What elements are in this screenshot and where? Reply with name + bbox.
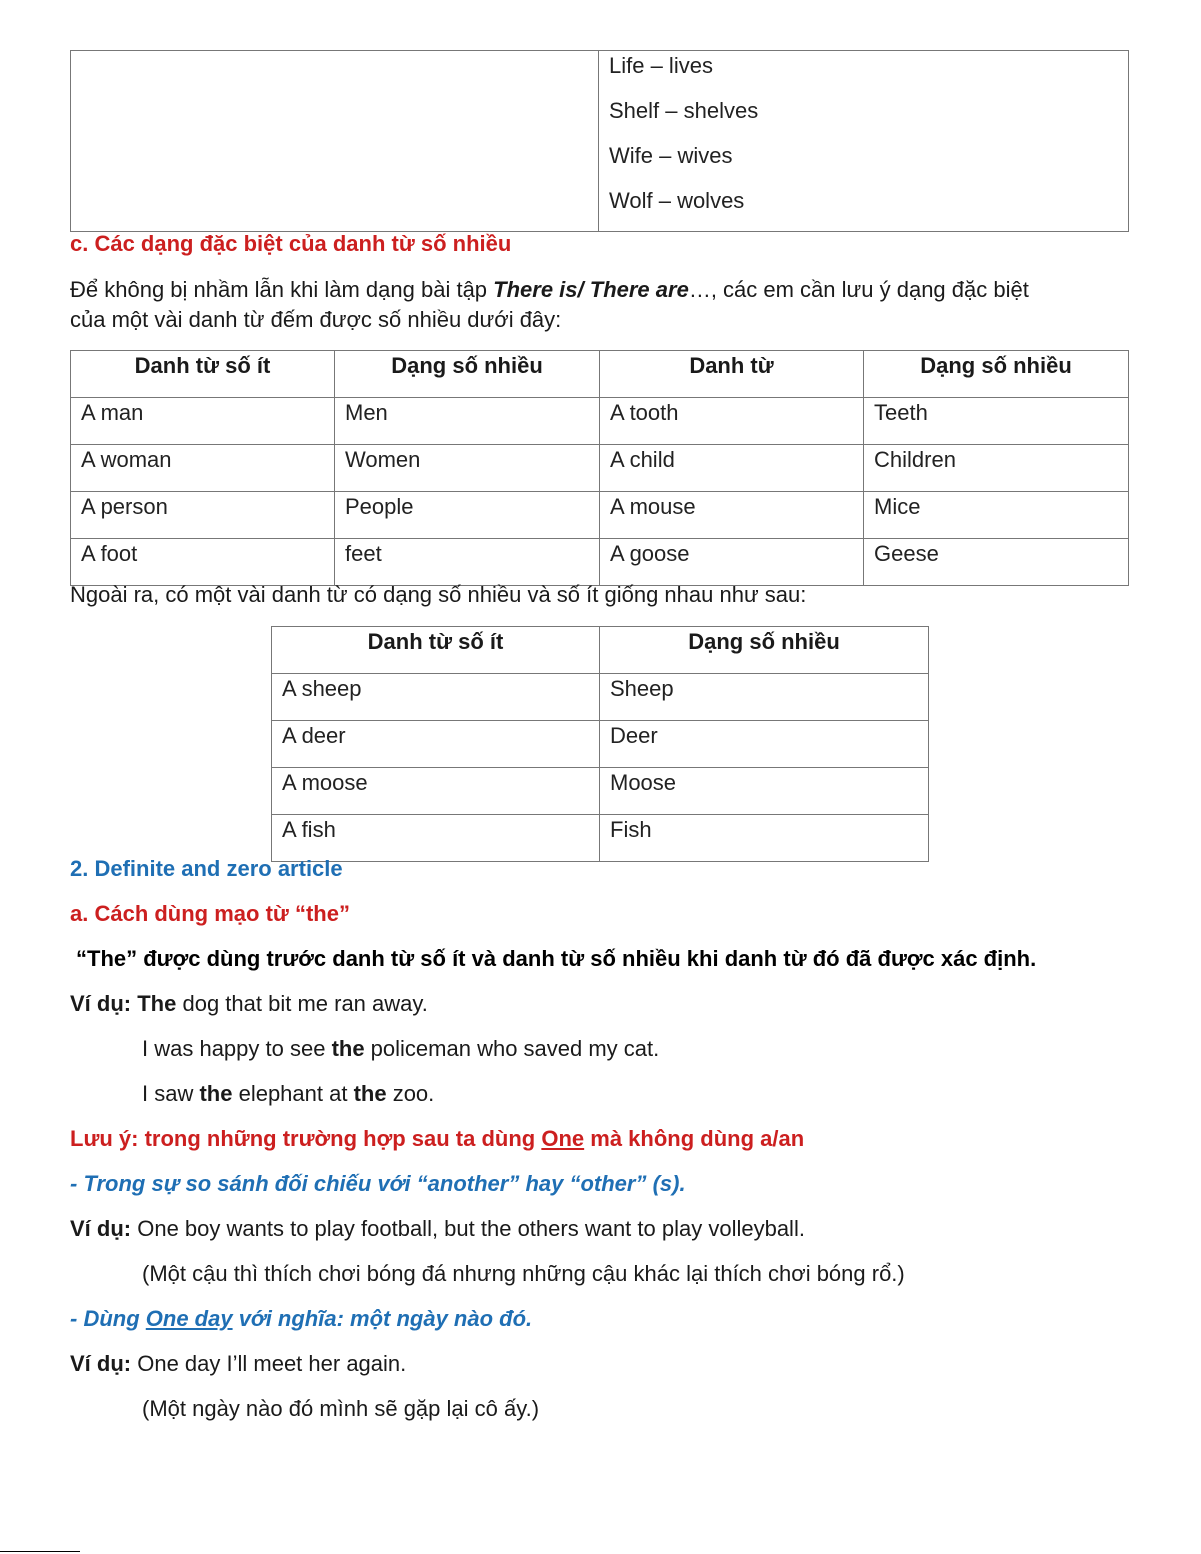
case-text: với nghĩa: một ngày nào đó. (232, 1306, 533, 1331)
example-text: elephant at (232, 1081, 354, 1106)
example-bold-word: the (331, 1036, 365, 1061)
column-header: Dạng số nhiều (864, 351, 1129, 398)
case-2-translation: (Một ngày nào đó mình sẽ gặp lại cô ấy.) (142, 1396, 540, 1421)
intro-text-after: …, các em cần lưu ý dạng đặc biệt (688, 277, 1029, 302)
section-c-heading: c. Các dạng đặc biệt của danh từ số nhiều (70, 231, 512, 256)
same-form-plural-table (271, 626, 929, 862)
example-text: One day I’ll meet her again. (131, 1351, 407, 1376)
table-row (272, 674, 929, 721)
example-bold-word: the (199, 1081, 233, 1106)
table-cell: Geese (864, 539, 1129, 586)
case-1-example (70, 1216, 805, 1242)
table-row (71, 445, 1129, 492)
section-2a-heading: a. Cách dùng mạo từ “the” (70, 901, 350, 926)
table-cell: A person (71, 492, 335, 539)
note-text: Lưu ý: trong những trường hợp sau ta dùng (70, 1126, 542, 1151)
table-row (272, 815, 929, 862)
note-heading (70, 1126, 804, 1152)
special-plural-table (70, 350, 1129, 586)
table-cell: A child (600, 445, 864, 492)
example-text: I saw (142, 1081, 200, 1106)
example-text: policeman who saved my cat. (364, 1036, 660, 1061)
column-header: Dạng số nhiều (600, 627, 929, 674)
table-cell: A moose (272, 768, 600, 815)
example-bold-word: the (353, 1081, 387, 1106)
example-2 (142, 1036, 659, 1062)
table-row (71, 539, 1129, 586)
table-cell: A tooth (600, 398, 864, 445)
same-form-note: Ngoài ra, có một vài danh từ có dạng số nhiều và số ít giống nhau như sau: (70, 582, 807, 607)
example-label: Ví dụ: (70, 1351, 132, 1376)
table-cell: A woman (71, 445, 335, 492)
example-text: I was happy to see (142, 1036, 332, 1061)
table-cell: Deer (600, 721, 929, 768)
plural-example: Wife – wives (609, 143, 733, 168)
section-2-heading: 2. Definite and zero article (70, 856, 343, 881)
intro-text-line2: của một vài danh từ đếm được số nhiều dưới đây: (70, 307, 562, 332)
note-text: mà không dùng a/an (584, 1126, 805, 1151)
table-cell: A foot (71, 539, 335, 586)
table-cell: Children (864, 445, 1129, 492)
footnote-divider (0, 1551, 80, 1552)
case-2-example (70, 1351, 406, 1377)
case-2-heading (70, 1306, 532, 1332)
empty-left-cell (71, 51, 599, 232)
table-row (71, 492, 1129, 539)
section-c-intro (70, 275, 1130, 335)
column-header: Danh từ số ít (71, 351, 335, 398)
table-cell: Fish (600, 815, 929, 862)
note-one-word: One (541, 1126, 585, 1151)
plural-example: Wolf – wolves (609, 188, 745, 213)
table-cell: Women (335, 445, 600, 492)
table-row (71, 398, 1129, 445)
table-cell: Mice (864, 492, 1129, 539)
example-text: dog that bit me ran away. (176, 991, 428, 1016)
table-cell: Men (335, 398, 600, 445)
table-cell: Moose (600, 768, 929, 815)
table-row (272, 721, 929, 768)
example-text: zoo. (386, 1081, 435, 1106)
table-cell: People (335, 492, 600, 539)
table-cell: A goose (600, 539, 864, 586)
case-1-heading: - Trong sự so sánh đối chiếu với “another” hay “other” (s). (70, 1171, 686, 1196)
intro-text: Để không bị nhầm lẫn khi làm dạng bài tập (70, 277, 494, 302)
example-3 (142, 1081, 434, 1107)
column-header: Danh từ số ít (272, 627, 600, 674)
irregular-plural-continuation-table (70, 50, 1129, 232)
case-text: - Dùng (70, 1306, 146, 1331)
table-cell: Teeth (864, 398, 1129, 445)
table-cell: feet (335, 539, 600, 586)
plural-examples-cell (599, 51, 1129, 232)
plural-example: Shelf – shelves (609, 98, 759, 123)
table-cell: A mouse (600, 492, 864, 539)
table-header-row (272, 627, 929, 674)
one-day-phrase: One day (145, 1306, 233, 1331)
table-cell: A man (71, 398, 335, 445)
column-header: Dạng số nhiều (335, 351, 600, 398)
table-header-row (71, 351, 1129, 398)
example-text: One boy wants to play football, but the others want to play volleyball. (131, 1216, 805, 1241)
example-bold-word: The (137, 991, 177, 1016)
example-1 (70, 991, 428, 1017)
intro-bold-text: There is/ There are (493, 277, 689, 302)
example-label: Ví dụ: (70, 991, 132, 1016)
table-cell: Sheep (600, 674, 929, 721)
example-label: Ví dụ: (70, 1216, 132, 1241)
case-1-translation: (Một cậu thì thích chơi bóng đá nhưng những cậu khác lại thích chơi bóng rổ.) (142, 1261, 905, 1286)
plural-example: Life – lives (609, 53, 713, 78)
table-row (272, 768, 929, 815)
table-cell: A deer (272, 721, 600, 768)
table-cell: A sheep (272, 674, 600, 721)
the-usage-rule: “The” được dùng trước danh từ số ít và danh từ số nhiều khi danh từ đó đã được xác định. (76, 946, 1037, 971)
table-cell: A fish (272, 815, 600, 862)
column-header: Danh từ (600, 351, 864, 398)
